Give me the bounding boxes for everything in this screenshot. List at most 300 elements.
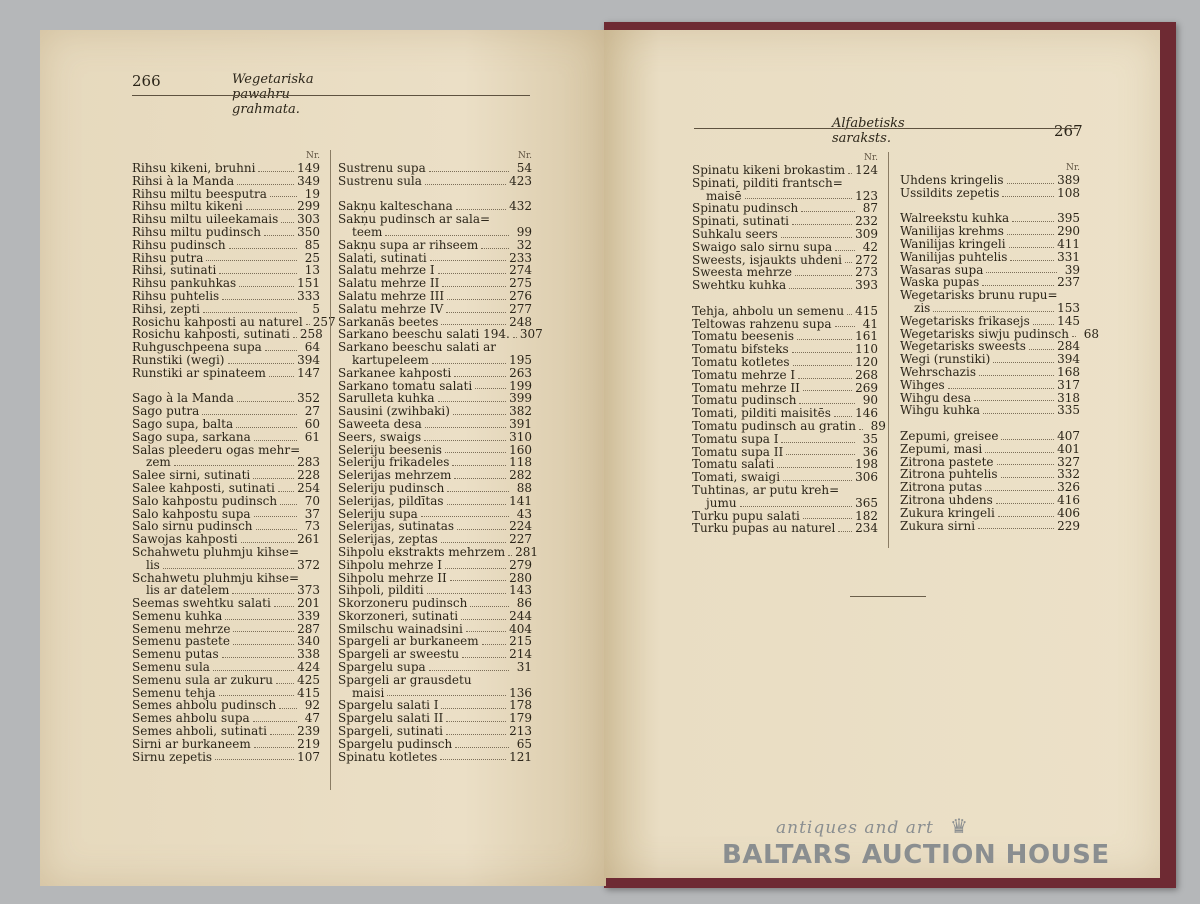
- entry-title: Seemas swehtku salati: [132, 596, 271, 611]
- entry-title: Skorzoneru pudinsch: [338, 596, 468, 611]
- entry-number: 213: [509, 724, 532, 739]
- entry-title: Tomatu pudinsch: [692, 393, 797, 408]
- entry-number: 147: [297, 365, 320, 380]
- dot-leader: [441, 324, 506, 325]
- entry-title: Seleriju supa: [338, 506, 418, 521]
- dot-leader: [835, 326, 856, 327]
- dot-leader: [424, 440, 506, 441]
- column-divider: [888, 152, 889, 548]
- index-entry: [692, 228, 878, 241]
- entry-number: 274: [509, 263, 532, 278]
- entry-number: 263: [509, 365, 532, 380]
- dot-leader: [470, 606, 509, 607]
- entry-title: Ussildits zepetis: [900, 185, 1000, 200]
- dot-leader: [265, 350, 297, 351]
- entry-number: 224: [509, 519, 532, 534]
- entry-number: 349: [297, 173, 320, 188]
- dot-leader: [848, 173, 852, 174]
- entry-title: Selerijas mehrzem: [338, 468, 452, 483]
- entry-title: Tomati, pilditi maisitēs: [692, 406, 831, 421]
- entry-title: Wanilijas kringeli: [900, 236, 1006, 251]
- entry-title: Rihsi à la Manda: [132, 173, 235, 188]
- dot-leader: [225, 619, 294, 620]
- page-number-right: 267: [1054, 122, 1083, 140]
- dot-leader: [997, 464, 1055, 465]
- dot-leader: [803, 518, 852, 519]
- entry-title: Rosichu kahposti, sutinati: [132, 327, 290, 342]
- entry-title: Spinati, pilditi frantsch=: [692, 175, 843, 190]
- dot-leader: [269, 376, 294, 377]
- entry-title: Runstiki (wegi): [132, 352, 225, 367]
- entry-number: 65: [516, 736, 532, 751]
- entry-title: Semenu sula ar zukuru: [132, 672, 273, 687]
- index-entry: [900, 238, 1080, 251]
- index-entry: [900, 494, 1080, 507]
- dot-leader: [948, 388, 1054, 389]
- entry-title: Swehtku kuhka: [692, 278, 787, 293]
- entry-number: 219: [297, 736, 320, 751]
- entry-title: Sausini (zwihbaki): [338, 404, 450, 419]
- index-entry: [338, 610, 532, 623]
- dot-leader: [456, 209, 506, 210]
- entry-number: 352: [297, 391, 320, 406]
- entry-title: Sago supa, sarkana: [132, 429, 251, 444]
- dot-leader: [998, 516, 1054, 517]
- entry-title: Rihsu miltu beesputra: [132, 186, 267, 201]
- entry-number: 318: [1057, 390, 1080, 405]
- dot-leader: [799, 403, 855, 404]
- entry-title: kartupeleem: [352, 352, 429, 367]
- dot-leader: [421, 516, 509, 517]
- entry-title: Rihsu putra: [132, 250, 204, 265]
- entry-number: 416: [1057, 492, 1080, 507]
- dot-leader: [446, 312, 506, 313]
- index-entry: [900, 520, 1080, 533]
- dot-leader: [795, 275, 852, 276]
- entry-number: 198: [855, 457, 878, 472]
- index-entry: [132, 239, 320, 252]
- entry-number: 268: [855, 367, 878, 382]
- dot-leader: [996, 503, 1054, 504]
- entry-title: Salatu mehrze III: [338, 288, 445, 303]
- entry-number: 415: [855, 303, 878, 318]
- entry-number: 153: [1057, 300, 1080, 315]
- index-entry: [338, 354, 532, 367]
- entry-title: Seleriju pudinsch: [338, 480, 445, 495]
- watermark-tagline: antiques and art: [776, 818, 934, 838]
- entry-title: Sarulleta kuhka: [338, 391, 435, 406]
- dot-leader: [1029, 349, 1054, 350]
- dot-leader: [777, 467, 852, 468]
- entry-title: Tomatu supa I: [692, 431, 779, 446]
- entry-number: 432: [509, 199, 532, 214]
- entry-title: Sihpolu ekstrakts mehrzem: [338, 544, 506, 559]
- dot-leader: [203, 312, 297, 313]
- index-entry: [338, 738, 532, 751]
- index-entry: [338, 303, 532, 316]
- index-entry: [900, 187, 1080, 200]
- entry-number: 287: [297, 621, 320, 636]
- index-entry: [338, 482, 532, 495]
- dot-leader: [442, 286, 506, 287]
- dot-leader: [513, 337, 517, 338]
- entry-number: 407: [1057, 428, 1080, 443]
- entry-number: 47: [304, 711, 320, 726]
- dot-leader: [446, 721, 506, 722]
- dot-leader: [455, 747, 509, 748]
- entry-number: 338: [297, 647, 320, 662]
- entry-title: Saweeta desa: [338, 416, 422, 431]
- index-entry: [132, 290, 320, 303]
- entry-title: Turku pupu salati: [692, 508, 800, 523]
- column-divider: [330, 150, 331, 790]
- index-entry: [338, 661, 532, 674]
- dot-leader: [445, 568, 506, 569]
- entry-title: Sarkano tomatu salati: [338, 378, 473, 393]
- dot-leader: [859, 429, 863, 430]
- dot-leader: [457, 529, 506, 530]
- index-entry: [900, 481, 1080, 494]
- dot-leader: [461, 619, 506, 620]
- entry-number: 332: [1057, 467, 1080, 482]
- entry-number: 229: [1057, 518, 1080, 533]
- entry-number: 239: [297, 724, 320, 739]
- entry-number: 406: [1057, 505, 1080, 520]
- dot-leader: [385, 235, 509, 236]
- entry-number: 145: [1057, 313, 1080, 328]
- entry-number: 136: [509, 685, 532, 700]
- entry-number: 395: [1057, 211, 1080, 226]
- entry-title: Zepumi, greisee: [900, 428, 999, 443]
- dot-leader: [237, 401, 294, 402]
- entry-title: Sakņu kalteschana: [338, 199, 453, 214]
- page-number-left: 266: [132, 72, 161, 90]
- index-entry: [692, 433, 878, 446]
- entry-number: 88: [516, 480, 532, 495]
- index-entry: [132, 367, 320, 380]
- entry-title: Sago supa, balta: [132, 416, 234, 431]
- entry-number: 89: [870, 418, 886, 433]
- index-entry: [338, 495, 532, 508]
- entry-number: 13: [304, 263, 320, 278]
- index-entry: [338, 431, 532, 444]
- entry-title: Semenu putas: [132, 647, 219, 662]
- entry-number: 281: [515, 544, 539, 559]
- entry-number: 404: [509, 621, 532, 636]
- entry-title: Salee sirni, sutinati: [132, 468, 251, 483]
- index-entry: [132, 661, 320, 674]
- entry-number: 424: [297, 660, 320, 675]
- index-entry: [338, 533, 532, 546]
- index-entry: [132, 482, 320, 495]
- page-title-left: Wegetariska pawahru grahmata.: [232, 72, 314, 117]
- entry-number: 382: [509, 404, 532, 419]
- index-entry: [692, 356, 878, 369]
- index-entry: [132, 418, 320, 431]
- dot-leader: [974, 400, 1054, 401]
- dot-leader: [280, 504, 297, 505]
- entry-title: Tomatu mehrze I: [692, 367, 796, 382]
- index-entry: [132, 354, 320, 367]
- entry-title: Seleriju beesenis: [338, 442, 442, 457]
- entry-title: Sago à la Manda: [132, 391, 234, 406]
- dot-leader: [258, 171, 294, 172]
- entry-number: 120: [855, 354, 878, 369]
- nr-label: Nr.: [863, 153, 878, 163]
- entry-title: Salo kahpostu supa: [132, 506, 251, 521]
- dot-leader: [447, 504, 507, 505]
- dot-leader: [206, 260, 297, 261]
- index-column: [692, 152, 886, 536]
- entry-title: Selerijas, pildītas: [338, 493, 444, 508]
- index-entry: [900, 174, 1080, 187]
- dot-leader: [446, 734, 506, 735]
- entry-number: 199: [509, 378, 532, 393]
- entry-number: 124: [855, 163, 879, 177]
- index-column: [900, 162, 1099, 533]
- entry-title: Ruhguschpeena supa: [132, 340, 262, 355]
- entry-number: 350: [297, 224, 320, 239]
- dot-leader: [781, 442, 855, 443]
- entry-title: Tomatu salati: [692, 457, 775, 472]
- entry-number: 335: [1057, 403, 1080, 418]
- entry-title: Waska pupas: [900, 275, 980, 290]
- dot-leader: [481, 248, 509, 249]
- entry-number: 39: [1064, 262, 1080, 277]
- index-entry: [338, 162, 532, 175]
- entry-title: Spargeli ar sweestu: [338, 647, 460, 662]
- entry-number: 25: [304, 250, 320, 265]
- dot-leader: [228, 363, 295, 364]
- entry-number: 254: [297, 480, 320, 495]
- index-entry: [338, 367, 532, 380]
- index-entry: [132, 597, 320, 610]
- entry-title: Wegetarisks sweests: [900, 339, 1026, 354]
- dot-leader: [834, 416, 852, 417]
- entry-title: Sawojas kahposti: [132, 532, 238, 547]
- dot-leader: [387, 695, 506, 696]
- page-title-right: Alfabetisks saraksts.: [832, 116, 905, 146]
- entry-title: zem: [146, 455, 171, 470]
- entry-number: 19: [304, 186, 320, 201]
- index-entry: [900, 251, 1080, 264]
- entry-title: Rihsu pankuhkas: [132, 276, 237, 291]
- dot-leader: [783, 480, 852, 481]
- index-entry: [338, 226, 532, 239]
- entry-title: Tomati, swaigi: [692, 470, 781, 485]
- entry-title: Sihpoli, pilditi: [338, 583, 424, 598]
- entry-title: Zukura kringeli: [900, 505, 995, 520]
- dot-leader: [233, 644, 294, 645]
- dot-leader: [447, 491, 509, 492]
- entry-number: 99: [516, 224, 532, 239]
- entry-number: 303: [297, 212, 320, 227]
- dot-leader: [985, 452, 1054, 453]
- entry-title: Sarkano beeschu salati 194.: [338, 327, 510, 342]
- dot-leader: [445, 452, 506, 453]
- entry-title: Salati, sutinati: [338, 250, 427, 265]
- entry-title: Semenu kuhka: [132, 608, 223, 623]
- index-entry: [132, 546, 320, 559]
- entry-title: Tomatu pudinsch au gratin: [692, 418, 856, 433]
- index-entry: [338, 239, 532, 252]
- index-entry: [132, 226, 320, 239]
- entry-number: 27: [304, 404, 320, 419]
- dot-leader: [933, 311, 1054, 312]
- entry-number: 201: [297, 596, 320, 611]
- entry-title: Spinatu pudinsch: [692, 201, 799, 216]
- index-entry: [900, 366, 1080, 379]
- index-entry: [132, 751, 320, 764]
- entry-title: Sarkanās beetes: [338, 314, 439, 329]
- entry-number: 90: [862, 393, 878, 408]
- dot-leader: [278, 491, 294, 492]
- dot-leader: [793, 365, 853, 366]
- entry-title: Wihgu kuhka: [900, 403, 981, 418]
- entry-title: Salatu mehrze IV: [338, 301, 444, 316]
- header-rule-left: [132, 95, 530, 96]
- entry-title: Sakņu pudinsch ar sala=: [338, 212, 491, 227]
- entry-number: 277: [509, 301, 532, 316]
- dot-leader: [254, 440, 297, 441]
- dot-leader: [982, 285, 1054, 286]
- entry-title: Rihsi, sutinati: [132, 263, 217, 278]
- dot-leader: [835, 250, 855, 251]
- dot-leader: [253, 478, 294, 479]
- entry-number: 248: [509, 314, 532, 329]
- entry-number: 143: [509, 583, 532, 598]
- entry-title: Sweesta mehrze: [692, 265, 793, 280]
- index-entry: [692, 497, 878, 510]
- index-entry: [132, 533, 320, 546]
- index-entry: [338, 418, 532, 431]
- entry-title: Sarkano beeschu salati ar: [338, 340, 497, 355]
- dot-leader: [452, 465, 506, 466]
- dot-leader: [482, 644, 506, 645]
- index-entry: [338, 674, 532, 687]
- index-entry: [692, 369, 878, 382]
- entry-number: 234: [855, 521, 878, 536]
- dot-leader: [440, 759, 506, 760]
- entry-number: 257: [312, 314, 336, 329]
- entry-number: 284: [1057, 339, 1080, 354]
- entry-title: Wanilijas puhtelis: [900, 249, 1008, 264]
- entry-title: Suhkalu seers: [692, 226, 778, 241]
- dot-leader: [978, 528, 1054, 529]
- entry-title: Wasaras supa: [900, 262, 984, 277]
- entry-number: 182: [855, 508, 878, 523]
- dot-leader: [438, 401, 507, 402]
- entry-number: 306: [855, 470, 878, 485]
- dot-leader: [163, 568, 294, 569]
- dot-leader: [293, 337, 297, 338]
- dot-leader: [798, 378, 852, 379]
- dot-leader: [427, 593, 507, 594]
- index-entry: [692, 484, 878, 497]
- entry-number: 333: [297, 288, 320, 303]
- entry-number: 168: [1057, 364, 1080, 379]
- dot-leader: [801, 211, 855, 212]
- dot-leader: [466, 631, 506, 632]
- dot-leader: [276, 683, 294, 684]
- entry-title: Schahwetu pluhmju kihse=: [132, 570, 300, 585]
- index-column: [338, 150, 543, 764]
- entry-number: 36: [862, 444, 878, 459]
- index-entry: [132, 431, 320, 444]
- entry-number: 372: [297, 557, 320, 572]
- end-rule: [850, 596, 926, 597]
- entry-number: 425: [297, 672, 320, 687]
- dot-leader: [429, 670, 509, 671]
- entry-number: 233: [509, 250, 532, 265]
- entry-number: 70: [304, 493, 320, 508]
- entry-title: Spargelu salati II: [338, 711, 444, 726]
- entry-number: 299: [297, 199, 320, 214]
- dot-leader: [270, 196, 297, 197]
- entry-title: Swaigo salo sirnu supa: [692, 239, 833, 254]
- index-entry: [338, 469, 532, 482]
- entry-title: Salee kahposti, sutinati: [132, 480, 275, 495]
- entry-number: 178: [509, 698, 532, 713]
- entry-number: 141: [509, 493, 532, 508]
- entry-number: 269: [855, 380, 878, 395]
- entry-title: Wihgu desa: [900, 390, 972, 405]
- entry-title: Sago putra: [132, 404, 200, 419]
- entry-title: Wehrschazis: [900, 364, 977, 379]
- dot-leader: [270, 734, 294, 735]
- dot-leader: [236, 427, 297, 428]
- dot-leader: [1002, 196, 1054, 197]
- entry-title: Semenu sula: [132, 660, 210, 675]
- index-entry: [338, 559, 532, 572]
- entry-title: Semenu pastete: [132, 634, 230, 649]
- entry-title: Runstiki ar spinateem: [132, 365, 266, 380]
- dot-leader: [1007, 183, 1055, 184]
- entry-number: 365: [855, 495, 878, 510]
- entry-number: 258: [299, 327, 323, 342]
- dot-leader: [174, 465, 294, 466]
- entry-number: 86: [516, 596, 532, 611]
- entry-title: Spargeli ar burkaneem: [338, 634, 479, 649]
- entry-number: 237: [1057, 275, 1080, 290]
- entry-title: Tuhtinas, ar putu kreh=: [692, 482, 840, 497]
- dot-leader: [438, 273, 506, 274]
- dot-leader: [986, 272, 1057, 273]
- entry-title: Rihsu miltu kikeni: [132, 199, 243, 214]
- index-entry: [900, 430, 1080, 443]
- dot-leader: [740, 506, 853, 507]
- entry-title: maisē: [706, 188, 742, 203]
- entry-title: Walreekstu kuhka: [900, 211, 1010, 226]
- index-entry: [132, 303, 320, 316]
- entry-title: maisi: [352, 685, 385, 700]
- entry-title: Sakņu supa ar rihseem: [338, 237, 479, 252]
- entry-title: Sustrenu supa: [338, 161, 426, 175]
- index-entry: [338, 725, 532, 738]
- entry-title: Turku pupas au naturel: [692, 521, 836, 536]
- entry-title: Tomatu beesenis: [692, 329, 795, 344]
- entry-title: Sihpolu mehrze II: [338, 570, 447, 585]
- entry-number: 317: [1057, 377, 1080, 392]
- entry-title: Spargelu supa: [338, 660, 426, 675]
- entry-number: 160: [509, 442, 532, 457]
- header-rule-right: [694, 128, 1078, 129]
- entry-number: 118: [509, 455, 532, 470]
- dot-leader: [985, 490, 1054, 491]
- entry-number: 327: [1057, 454, 1080, 469]
- dot-leader: [1007, 234, 1054, 235]
- entry-title: Seleriju frikadeles: [338, 455, 450, 470]
